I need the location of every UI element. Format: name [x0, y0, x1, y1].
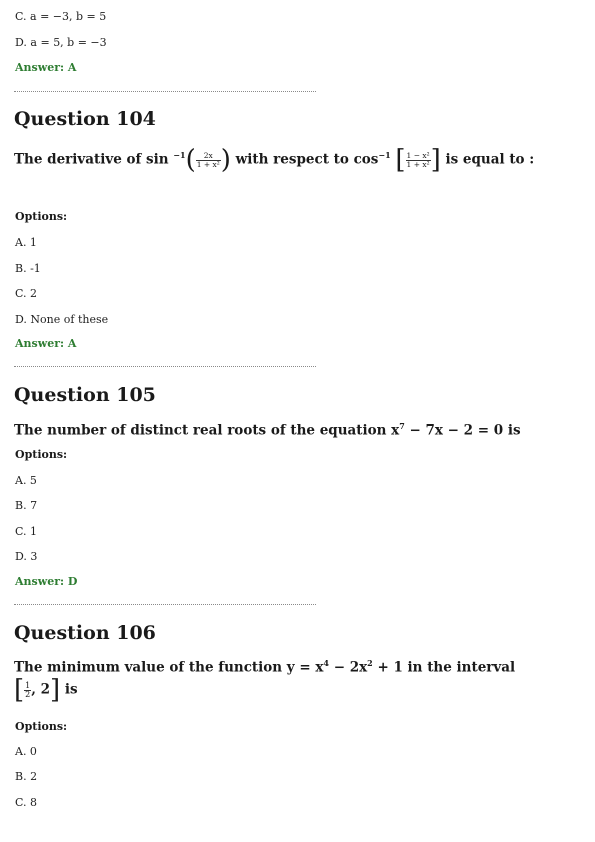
option-b: B. 7 [15, 499, 38, 512]
question-text-part: − 2x [333, 659, 368, 676]
interval-upper: , 2 [31, 681, 51, 698]
question-title: Question 104 [14, 108, 156, 130]
answer-label: Answer: D [15, 575, 78, 588]
option-c: C. 8 [15, 796, 38, 809]
option-a: A. 1 [15, 236, 37, 249]
left-paren: ( [185, 145, 196, 175]
question-text-part: − 7x − 2 = 0 is [409, 422, 521, 439]
answer-label: Answer: A [15, 337, 77, 350]
question-text-line-2 [14, 675, 78, 705]
question-title: Question 106 [14, 622, 156, 644]
options-label: Options: [15, 448, 68, 461]
fraction [196, 152, 221, 169]
divider [14, 604, 316, 605]
exponent: 4 [323, 658, 329, 668]
exponent: 2 [367, 658, 373, 668]
answer-label: Answer: A [15, 61, 77, 74]
divider [14, 91, 316, 92]
question-text-part: is equal to : [445, 151, 535, 168]
right-bracket: ] [50, 675, 61, 705]
option-d: D. 3 [15, 550, 38, 563]
fraction-denominator: 1 + x² [406, 159, 430, 169]
question-text [14, 145, 535, 175]
question-text-part: + 1 in the interval [377, 659, 516, 676]
right-paren: ) [220, 145, 231, 175]
divider [14, 366, 316, 367]
option-b: B. 2 [15, 770, 38, 783]
question-title: Question 105 [14, 384, 156, 406]
option-d: D. a = 5, b = −3 [15, 36, 107, 49]
options-label: Options: [15, 720, 68, 733]
options-label: Options: [15, 210, 68, 223]
exponent: −1 [378, 150, 391, 160]
option-c: C. 2 [15, 287, 38, 300]
left-bracket: [ [395, 145, 406, 175]
exponent: −1 [173, 150, 186, 160]
fraction-denominator: 2 [25, 689, 31, 699]
option-d: D. None of these [15, 313, 109, 326]
question-text-part: with respect to cos [235, 151, 379, 168]
question-text-part: The derivative of sin [14, 151, 169, 168]
option-b: B. -1 [15, 262, 41, 275]
fraction-numerator: 1 [25, 680, 31, 690]
exponent: 7 [399, 421, 405, 431]
question-text-part: The minimum value of the function y = x [14, 659, 324, 676]
option-a: A. 5 [15, 474, 37, 487]
question-text [14, 658, 515, 676]
fraction-denominator: 1 + x² [196, 159, 220, 169]
fraction-numerator: 1 − x² [406, 150, 430, 160]
fraction [406, 152, 431, 169]
fraction-numerator: 2x [196, 152, 221, 161]
question-text [14, 421, 521, 439]
left-bracket: [ [14, 675, 25, 705]
option-a: A. 0 [15, 745, 37, 758]
option-c: C. a = −3, b = 5 [15, 10, 107, 23]
right-bracket: ] [430, 145, 441, 175]
question-text-part: The number of distinct real roots of the equation x [14, 422, 400, 439]
option-c: C. 1 [15, 525, 38, 538]
question-text-part: is [64, 681, 78, 698]
